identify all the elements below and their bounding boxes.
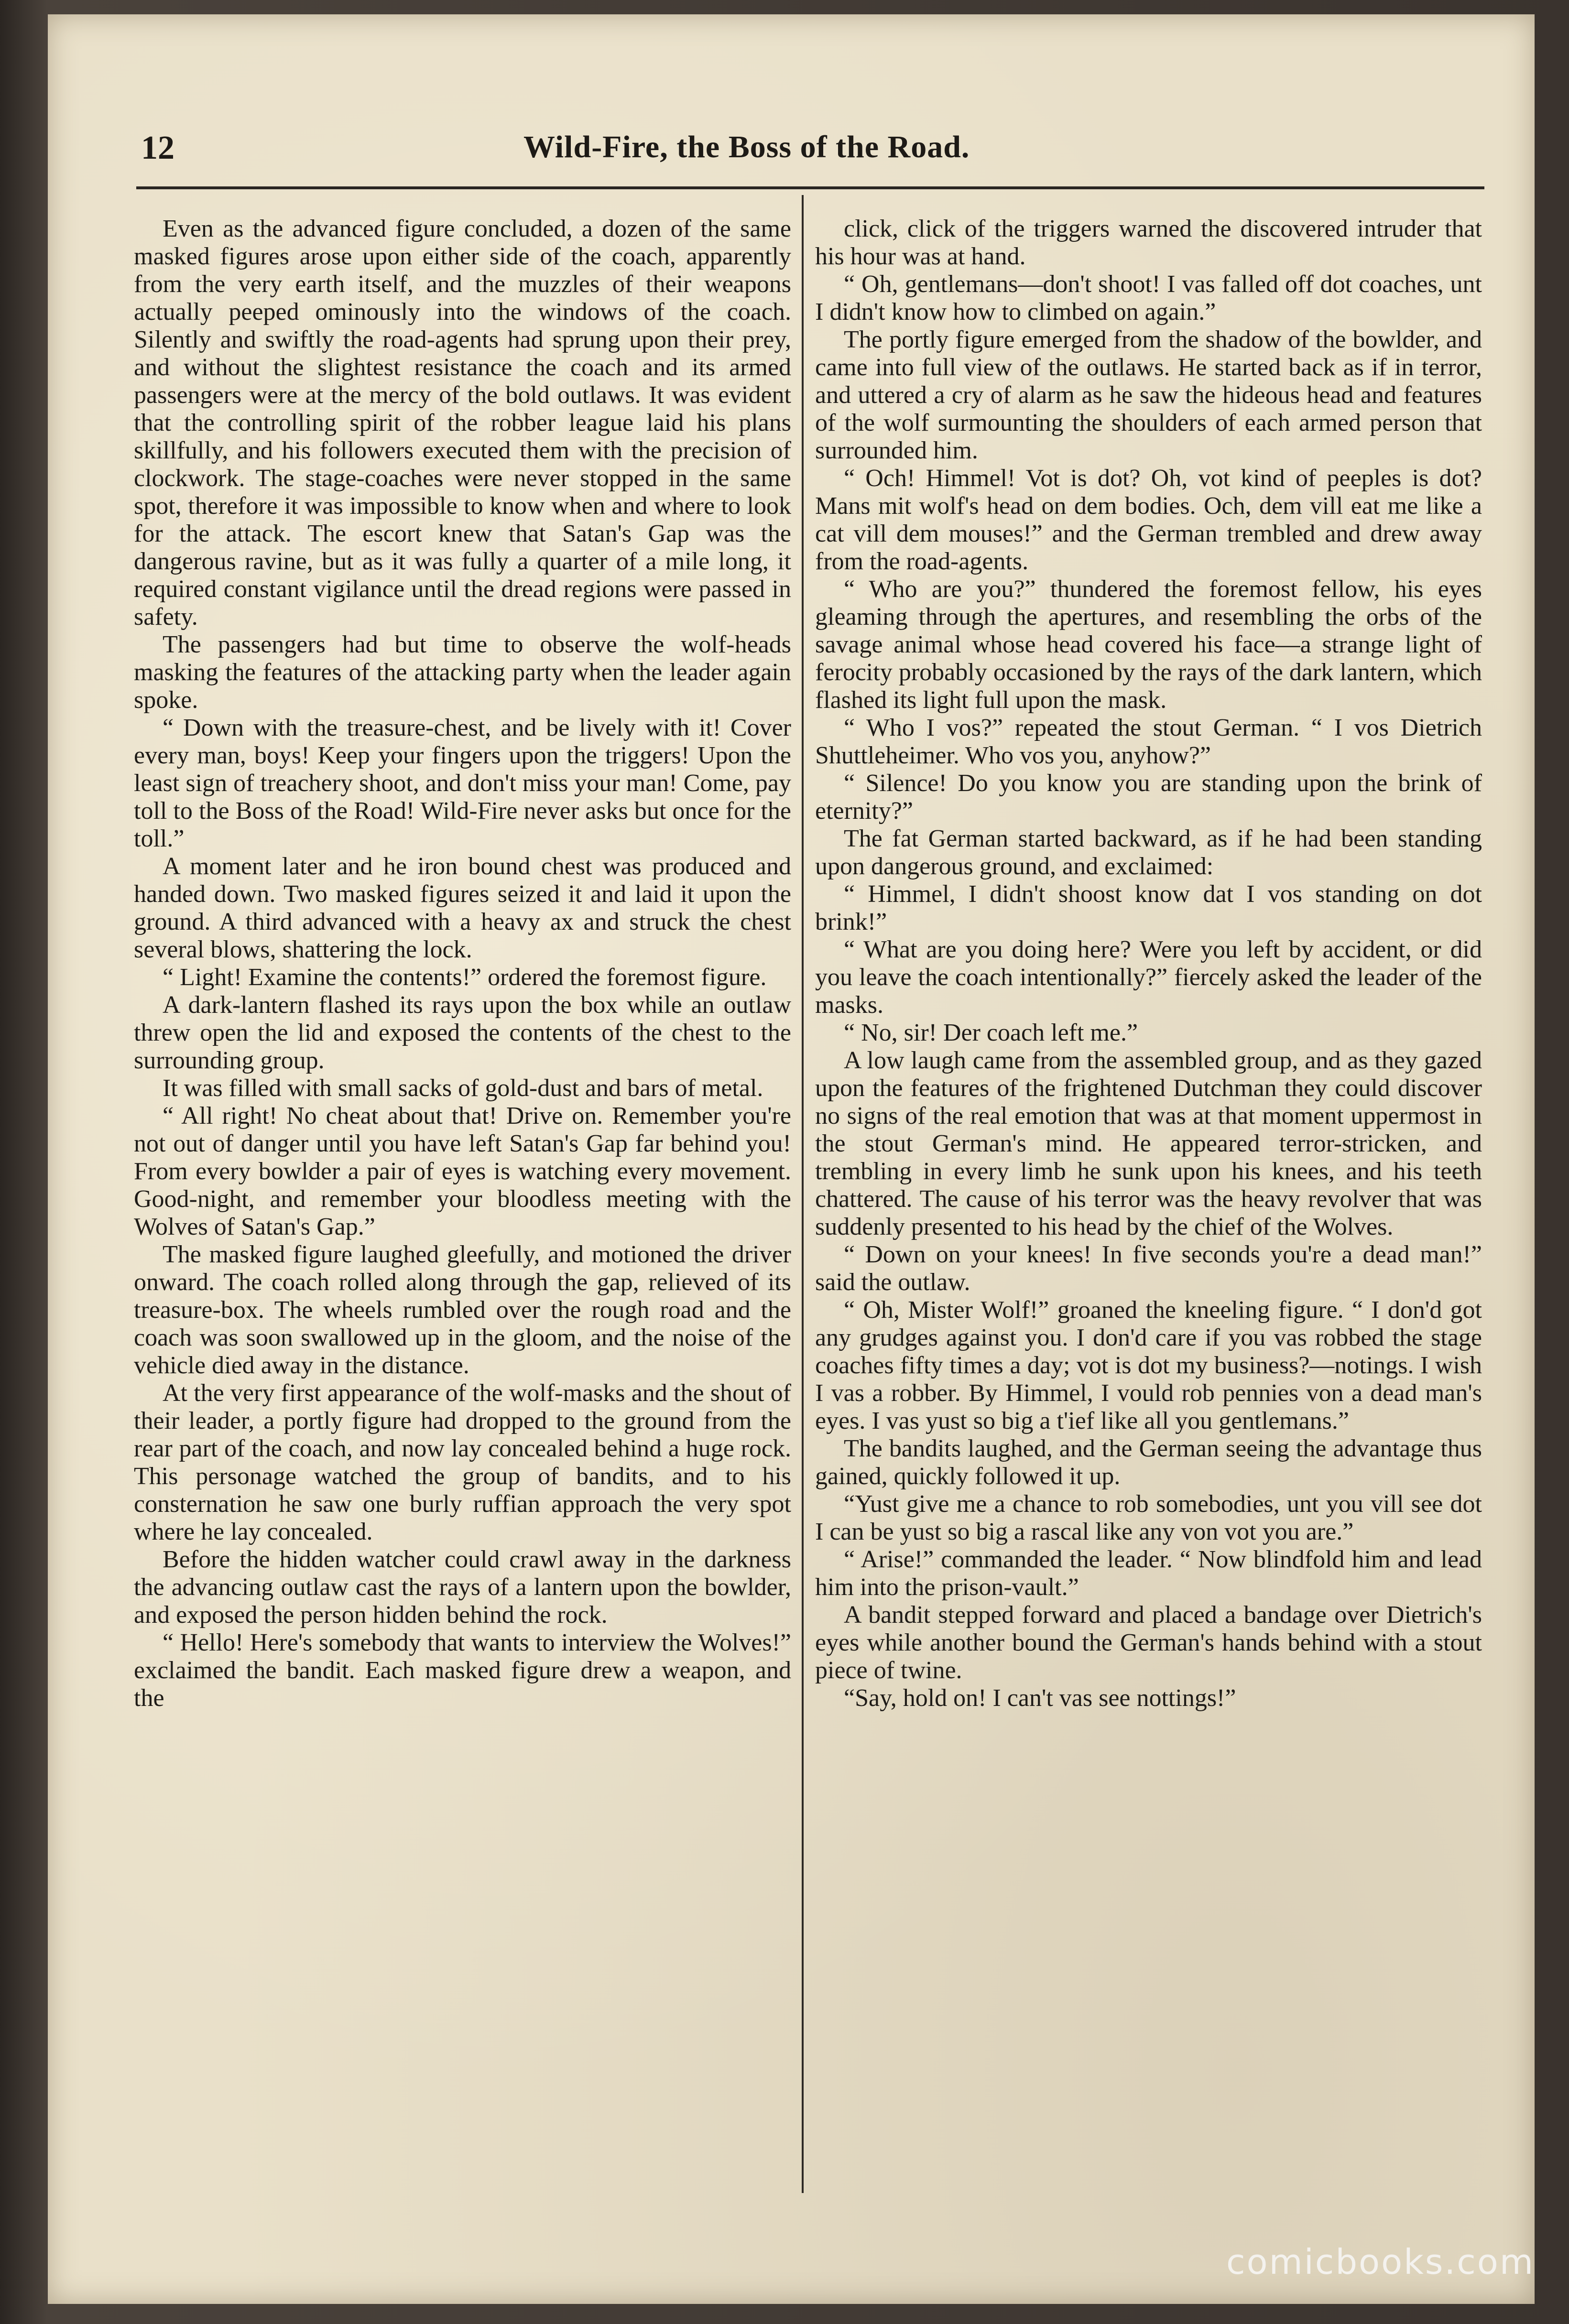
paragraph: click, click of the triggers warned the discovered intruder that his hour was at hand. [815, 215, 1482, 270]
paragraph: “ All right! No cheat about that! Drive on. Remember you're not out of danger until you have left Satan's Gap far behind you! From every bowlder a pair of eyes is watching every movement. Good-night, and remember your bloodless meeting with the Wolves of Satan's Gap.” [134, 1102, 791, 1240]
right-column [815, 215, 1482, 2180]
column-divider [802, 195, 804, 2193]
paragraph: A bandit stepped forward and placed a bandage over Dietrich's eyes while another bound the German's hands behind with a stout piece of twine. [815, 1601, 1482, 1684]
page-number: 12 [141, 130, 174, 166]
paragraph: A low laugh came from the assembled group, and as they gazed upon the features of the frightened Dutchman they could discover no signs of the real emotion that was at that moment uppermost in the stout German's mind. He appeared terror-stricken, and trembling in every limb he sunk upon his knees, and his teeth chattered. The cause of his terror was the heavy revolver that was suddenly presented to his head by the chief of the Wolves. [815, 1047, 1482, 1240]
paragraph: “ Light! Examine the contents!” ordered the foremost figure. [163, 964, 767, 991]
paragraph: “ Hello! Here's somebody that wants to interview the Wolves!” exclaimed the bandit. Each masked figure drew a weapon, and the [134, 1629, 791, 1712]
paragraph: Even as the advanced figure concluded, a dozen of the same masked figures arose upon either side of the coach, apparently from the very earth itself, and the muzzles of their weapons actually peeped ominously into the windows of the coach. Silently and swiftly the road-agents had sprung upon their prey, and without the slightest resistance the coach and its armed passengers were at the mercy of the bold outlaws. It was evident that the controlling spirit of the robber league laid his plans skillfully, and his followers executed them with the precision of clockwork. The stage-coaches were never stopped in the same spot, therefore it was impossible to know when and where to look for the attack. The escort knew that Satan's Gap was the dangerous ravine, but as it was fully a quarter of a mile long, it required constant vigilance until the dread regions were passed in safety. [134, 215, 791, 630]
running-title: Wild-Fire, the Boss of the Road. [523, 130, 970, 164]
paragraph: At the very first appearance of the wolf-masks and the shout of their leader, a portly figure had dropped to the ground from the rear part of the coach, and now lay concealed behind a huge rock. This personage watched the group of bandits, and to his consternation he saw one burly ruffian approach the very spot where he lay concealed. [134, 1379, 791, 1545]
paragraph: The bandits laughed, and the German seeing the advantage thus gained, quickly followed it up. [815, 1435, 1482, 1490]
paragraph: The passengers had but time to observe the wolf-heads masking the features of the attacking party when the leader again spoke. [134, 631, 791, 714]
paragraph: The fat German started backward, as if he had been standing upon dangerous ground, and exclaimed: [815, 825, 1482, 880]
header-rule [136, 186, 1484, 189]
paragraph: “ Who I vos?” repeated the stout German. “ I vos Dietrich Shuttleheimer. Who vos you, anyhow?” [815, 714, 1482, 769]
paragraph: Before the hidden watcher could crawl away in the darkness the advancing outlaw cast the rays of a lantern upon the bowlder, and exposed the person hidden behind the rock. [134, 1546, 791, 1629]
paragraph: “ What are you doing here? Were you left by accident, or did you leave the coach intentionally?” fiercely asked the leader of the masks. [815, 936, 1482, 1019]
page-header [93, 129, 1135, 182]
paragraph: A moment later and he iron bound chest was produced and handed down. Two masked figures seized it and laid it upon the ground. A third advanced with a heavy ax and struck the chest several blows, shattering the lock. [134, 853, 791, 963]
paragraph: “Say, hold on! I can't vas see nottings!” [844, 1684, 1236, 1712]
paragraph: It was filled with small sacks of gold-dust and bars of metal. [163, 1075, 763, 1102]
left-column [134, 215, 791, 2180]
paragraph: “ Silence! Do you know you are standing upon the brink of eternity?” [815, 770, 1482, 825]
paragraph: The masked figure laughed gleefully, and motioned the driver onward. The coach rolled along through the gap, relieved of its treasure-box. The wheels rumbled over the rough road and the coach was soon swallowed up in the gloom, and the noise of the vehicle died away in the distance. [134, 1241, 791, 1379]
watermark: comicbooks.com [1226, 2242, 1535, 2282]
paragraph: A dark-lantern flashed its rays upon the box while an outlaw threw open the lid and exposed the contents of the chest to the surrounding group. [134, 991, 791, 1074]
paragraph: “ Och! Himmel! Vot is dot? Oh, vot kind of peeples is dot? Mans mit wolf's head on dem bodies. Och, dem vill eat me like a cat vill dem mouses!” and the German trembled and drew away from the road-agents. [815, 465, 1482, 575]
paragraph: “Yust give me a chance to rob somebodies, unt you vill see dot I can be yust so big a rascal like any von vot you are.” [815, 1490, 1482, 1545]
paragraph: “ Oh, Mister Wolf!” groaned the kneeling figure. “ I don'd got any grudges against you. I don'd care if you vas robbed the stage coaches fifty times a day; vot is dot my business?—notings. I wish I vas a robber. By Himmel, I vould rob pennies von a dead man's eyes. I vas yust so big a t'ief like all you gentlemans.” [815, 1296, 1482, 1434]
paragraph: “ Down on your knees! In five seconds you're a dead man!” said the outlaw. [815, 1241, 1482, 1296]
paragraph: “ Oh, gentlemans—don't shoot! I vas falled off dot coaches, unt I didn't know how to climbed on again.” [815, 271, 1482, 326]
paragraph: “ Himmel, I didn't shoost know dat I vos standing on dot brink!” [815, 880, 1482, 935]
paragraph: “ Who are you?” thundered the foremost fellow, his eyes gleaming through the apertures, and resembling the orbs of the savage animal whose head covered his face—a strange light of ferocity probably occasioned by the rays of the dark lantern, which flashed its light full upon the mask. [815, 576, 1482, 714]
paragraph: “ Down with the treasure-chest, and be lively with it! Cover every man, boys! Keep your fingers upon the triggers! Upon the least sign of treachery shoot, and don't miss your man! Come, pay toll to the Boss of the Road! Wild-Fire never asks but once for the toll.” [134, 714, 791, 852]
paragraph: The portly figure emerged from the shadow of the bowlder, and came into full view of the outlaws. He started back as if in terror, and uttered a cry of alarm as he saw the hideous head and features of the wolf surmounting the shoulders of each armed person that surrounded him. [815, 326, 1482, 464]
paragraph: “ No, sir! Der coach left me.” [844, 1019, 1138, 1046]
paragraph: “ Arise!” commanded the leader. “ Now blindfold him and lead him into the prison-vault.” [815, 1546, 1482, 1601]
